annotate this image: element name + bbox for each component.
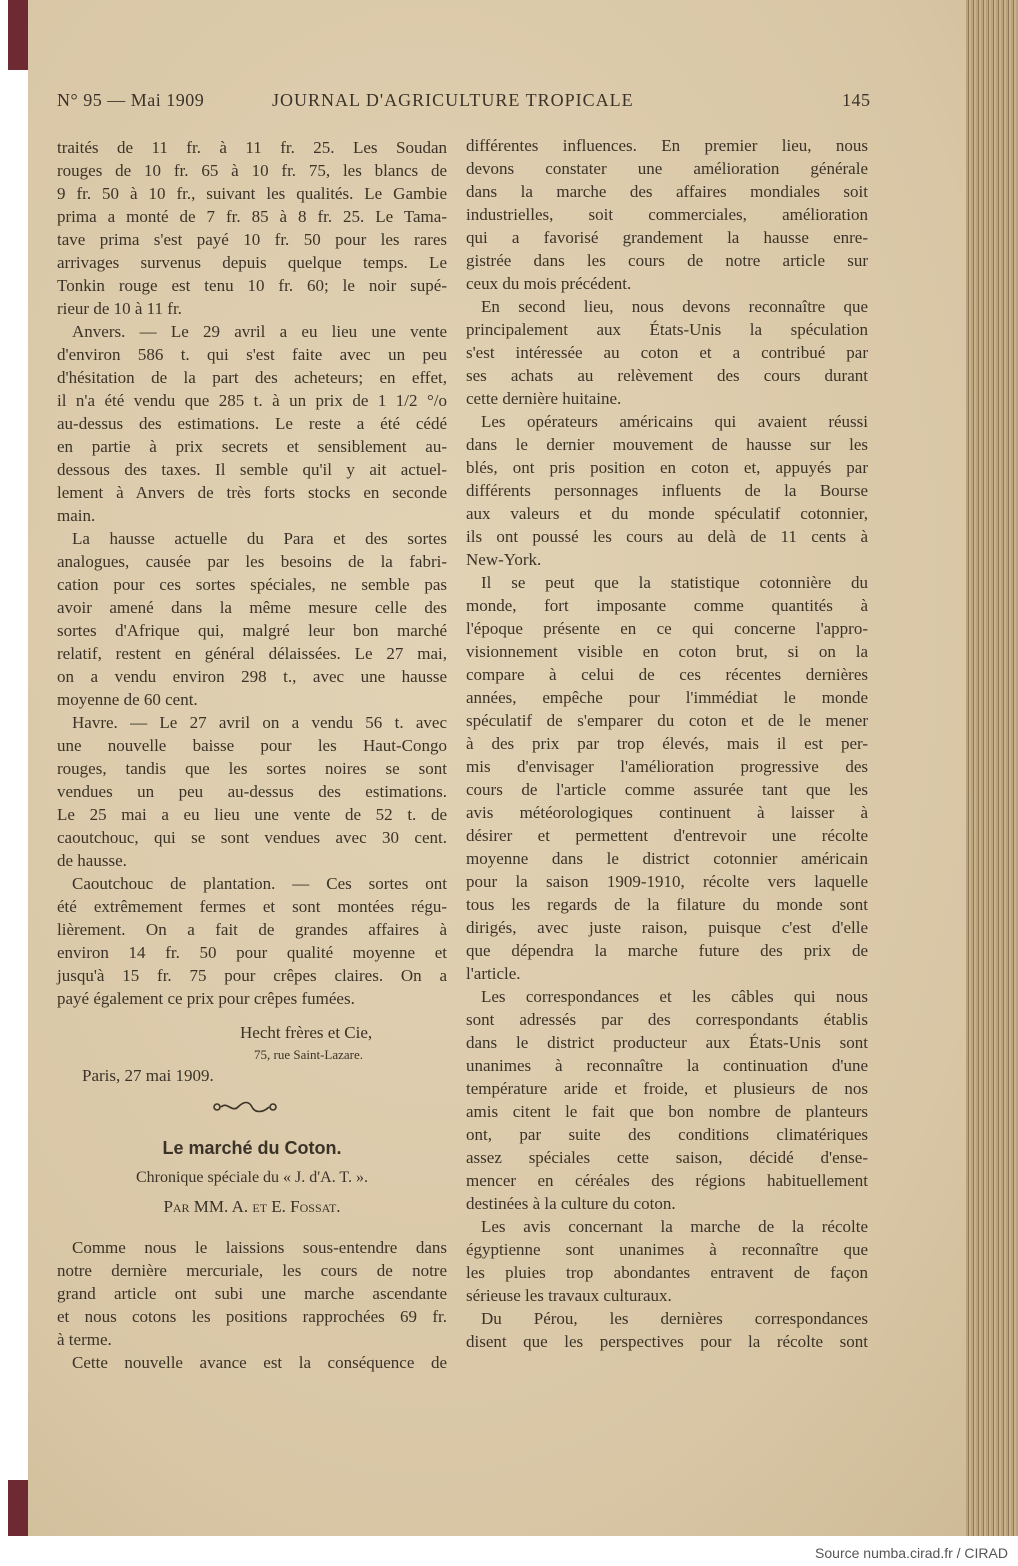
paragraph <box>466 1307 868 1353</box>
text-line: dans le dernier mouvement de hausse sur les <box>466 435 868 454</box>
text-line: dessous des taxes. Il semble qu'il y ait actuel- <box>57 460 447 479</box>
text-line: différents personnages influents de la Bourse <box>466 481 868 500</box>
page-edge <box>966 0 1018 1536</box>
text-line: moyenne de 60 cent. <box>57 690 198 709</box>
text-line: différentes influences. En premier lieu, nous <box>466 136 868 155</box>
text-line: lement à Anvers de très forts stocks en seconde <box>57 483 447 502</box>
text-line: sortes d'Afrique qui, malgré leur bon marché <box>57 621 447 640</box>
text-line: dans la marche des affaires mondiales soit <box>466 182 868 201</box>
signature-date: Paris, 27 mai 1909. <box>82 1066 214 1085</box>
text-line: mis d'envisager l'amélioration progressive des <box>466 757 868 776</box>
text-line: sérieuse les travaux culturaux. <box>466 1286 672 1305</box>
text-line: égyptienne sont unanimes à reconnaître que <box>466 1240 868 1259</box>
text-line: rouges, tandis que les sortes noires se sont <box>57 759 447 778</box>
text-line: Caoutchouc de plantation. — Ces sortes ont <box>72 874 447 893</box>
article-subtitle: Chronique spéciale du « J. d'A. T. ». <box>135 1169 369 1186</box>
text-line: température aride et froide, et plusieurs de nos <box>466 1079 868 1098</box>
source-credit: Source numba.cirad.fr / CIRAD <box>815 1545 1008 1561</box>
text-line: Cette nouvelle avance est la conséquence de <box>72 1353 447 1372</box>
paragraph <box>57 1236 447 1351</box>
article-title: Le marché du Coton. <box>162 1138 342 1158</box>
text-line: avoir amené dans la même mesure celle des <box>57 598 447 617</box>
text-line: Les avis concernant la marche de la récolte <box>481 1217 868 1236</box>
text-line: Il se peut que la statistique cotonnière du <box>481 573 868 592</box>
text-line: 9 fr. 50 à 10 fr., suivant les qualités. Le Gambie <box>57 184 447 203</box>
text-line: grand article ont subi une marche ascendante <box>57 1284 447 1303</box>
text-line: La hausse actuelle du Para et des sortes <box>72 529 447 548</box>
text-line: caoutchouc, qui se sont vendues avec 30 cent. <box>57 828 447 847</box>
text-line: cours de l'article comme assurée tant que les <box>466 780 868 799</box>
text-line: Du Pérou, les dernières correspondances <box>481 1309 868 1328</box>
text-line: désirer et permettent d'entrevoir une récolte <box>466 826 868 845</box>
paragraph <box>57 527 447 711</box>
paragraph <box>466 295 868 410</box>
text-line: à terme. <box>57 1330 112 1349</box>
text-line: années, empêche pour l'immédiat le monde <box>466 688 868 707</box>
text-line: rouges de 10 fr. 65 à 10 fr. 75, les blancs de <box>57 161 447 180</box>
journal-title: JOURNAL D'AGRICULTURE TROPICALE <box>272 90 634 110</box>
text-line: Les correspondances et les câbles qui nous <box>481 987 868 1006</box>
text-line: monde, fort imposante comme quantités à <box>466 596 868 615</box>
text-line: ses achats au relèvement des cours durant <box>466 366 868 385</box>
text-line: Comme nous le laissions sous-entendre dans <box>72 1238 447 1257</box>
text-line: traités de 11 fr. à 11 fr. 25. Les Soudan <box>57 138 447 157</box>
text-line: pour la saison 1909-1910, récolte vers laquelle <box>466 872 868 891</box>
paragraph <box>57 320 447 527</box>
text-line: sont adressés par des correspondants établis <box>466 1010 868 1029</box>
text-line: ceux du mois précédent. <box>466 274 632 293</box>
text-line: tous les regards de la filature du monde sont <box>466 895 868 914</box>
paragraph <box>466 985 868 1215</box>
ornament-icon <box>212 1100 278 1119</box>
text-line: prima a monté de 7 fr. 85 à 8 fr. 25. Le Tama- <box>57 207 447 226</box>
text-line: l'article. <box>466 964 521 983</box>
text-line: visionnement visible en coton brut, si on la <box>466 642 868 661</box>
text-line: s'est intéressée au coton et a contribué par <box>466 343 868 362</box>
text-line: au-dessus des estimations. Le reste a été cédé <box>57 414 447 433</box>
text-line: disent que les perspectives pour la récolte sont <box>466 1332 868 1351</box>
text-line: dirigés, avec juste raison, puisque c'est d'elle <box>466 918 868 937</box>
left-column-bottom <box>57 1236 447 1374</box>
text-line: on a vendu environ 298 t., avec une hausse <box>57 667 447 686</box>
text-line: environ 14 fr. 50 pour qualité moyenne et <box>57 943 447 962</box>
text-line: Le 25 mai a eu lieu une vente de 52 t. de <box>57 805 447 824</box>
paragraph <box>57 711 447 872</box>
text-line: d'environ 586 t. qui s'est faite avec un peu <box>57 345 447 364</box>
text-line: ont, par suite des conditions climatériques <box>466 1125 868 1144</box>
paragraph <box>57 136 447 320</box>
paragraph <box>57 872 447 1010</box>
text-line: mencer en céréales des régions habituellement <box>466 1171 868 1190</box>
binding <box>0 1480 28 1536</box>
text-line: analogues, causée par les besoins de la fabri- <box>57 552 447 571</box>
text-line: devons constater une amélioration générale <box>466 159 868 178</box>
text-line: et nous cotons les positions rapprochées 69 fr. <box>57 1307 447 1326</box>
text-line: amis citent le fait que bon nombre de planteurs <box>466 1102 868 1121</box>
right-column <box>466 134 868 1353</box>
text-line: d'hésitation de la part des acheteurs; en effet, <box>57 368 447 387</box>
text-line: cation pour ces sortes spéciales, ne semble pas <box>57 575 447 594</box>
text-line: cette dernière huitaine. <box>466 389 622 408</box>
text-line: Tonkin rouge est tenu 10 fr. 60; le noir supé- <box>57 276 447 295</box>
page-number: 145 <box>842 90 871 110</box>
text-line: l'époque présente en ce qui concerne l'appro- <box>466 619 868 638</box>
text-line: il n'a été vendu que 285 t. à un prix de 1 1/2 °/o <box>57 391 447 410</box>
issue-number: N° 95 — Mai 1909 <box>57 90 205 110</box>
text-line: aux valeurs et du monde spéculatif cotonnier, <box>466 504 868 523</box>
text-line: avis météorologiques continuent à laisser à <box>466 803 868 822</box>
text-line: arrivages survenus depuis quelque temps. Le <box>57 253 447 272</box>
text-line: relatif, restent en général délaissées. Le 27 mai, <box>57 644 447 663</box>
text-line: vendues un peu au-dessus des estimations. <box>57 782 447 801</box>
paragraph <box>466 571 868 985</box>
text-line: ils ont poussé les cours au delà de 11 cents à <box>466 527 868 546</box>
text-line: dans le district producteur aux États-Unis sont <box>466 1033 868 1052</box>
text-line: tave prima s'est payé 10 fr. 50 pour les rares <box>57 230 447 249</box>
text-line: principalement aux États-Unis la spéculation <box>466 320 868 339</box>
text-line: Les opérateurs américains qui avaient réussi <box>481 412 868 431</box>
text-line: New-York. <box>466 550 542 569</box>
text-line: main. <box>57 506 96 525</box>
text-line: lièrement. On a fait de grandes affaires à <box>57 920 447 939</box>
signature-address: 75, rue Saint-Lazare. <box>254 1047 364 1062</box>
text-line: payé également ce prix pour crêpes fumées. <box>57 989 355 1008</box>
text-line: assez spéciales cette saison, décidé d'ense- <box>466 1148 868 1167</box>
text-line: notre dernière mercuriale, les cours de notre <box>57 1261 447 1280</box>
text-line: spéculatif de s'emparer du coton et de le mener <box>466 711 868 730</box>
text-line: que dépendra la marche future des prix de <box>466 941 868 960</box>
text-line: les pluies trop abondantes entravent de façon <box>466 1263 868 1282</box>
text-line: En second lieu, nous devons reconnaître que <box>481 297 868 316</box>
text-line: destinées à la culture du coton. <box>466 1194 676 1213</box>
text-line: rieur de 10 à 11 fr. <box>57 299 182 318</box>
text-line: de hausse. <box>57 851 127 870</box>
text-line: Havre. — Le 27 avril on a vendu 56 t. avec <box>72 713 447 732</box>
left-column-top <box>57 136 447 1010</box>
text-line: à des prix par trop élevés, mais il est per- <box>466 734 868 753</box>
paragraph <box>57 1351 447 1374</box>
text-line: industrielles, soit commerciales, amélioration <box>466 205 868 224</box>
text-line: une nouvelle baisse pour les Haut-Congo <box>57 736 447 755</box>
text-line: compare à celui de ces récentes dernières <box>466 665 868 684</box>
text-line: Anvers. — Le 29 avril a eu lieu une vente <box>72 322 447 341</box>
signature-name: Hecht frères et Cie, <box>240 1023 373 1042</box>
text-line: jusqu'à 15 fr. 75 pour crêpes claires. On a <box>57 966 447 985</box>
text-line: blés, ont pris position en coton et, appuyés par <box>466 458 868 477</box>
paragraph <box>466 134 868 295</box>
paragraph <box>466 410 868 571</box>
text-line: unanimes à reconnaître la continuation d'une <box>466 1056 868 1075</box>
article-byline: Par MM. A. et E. Fossat. <box>163 1197 341 1216</box>
text-line: gistrée dans les cours de notre article sur <box>466 251 868 270</box>
paragraph <box>466 1215 868 1307</box>
binding <box>0 0 28 70</box>
text-line: été extrêmement fermes et sont montées régu- <box>57 897 447 916</box>
text-line: qui a favorisé grandement la hausse enre- <box>466 228 868 247</box>
text-line: en partie à prix secrets et sensiblement au- <box>57 437 447 456</box>
text-line: moyenne dans le district cotonnier américain <box>466 849 868 868</box>
